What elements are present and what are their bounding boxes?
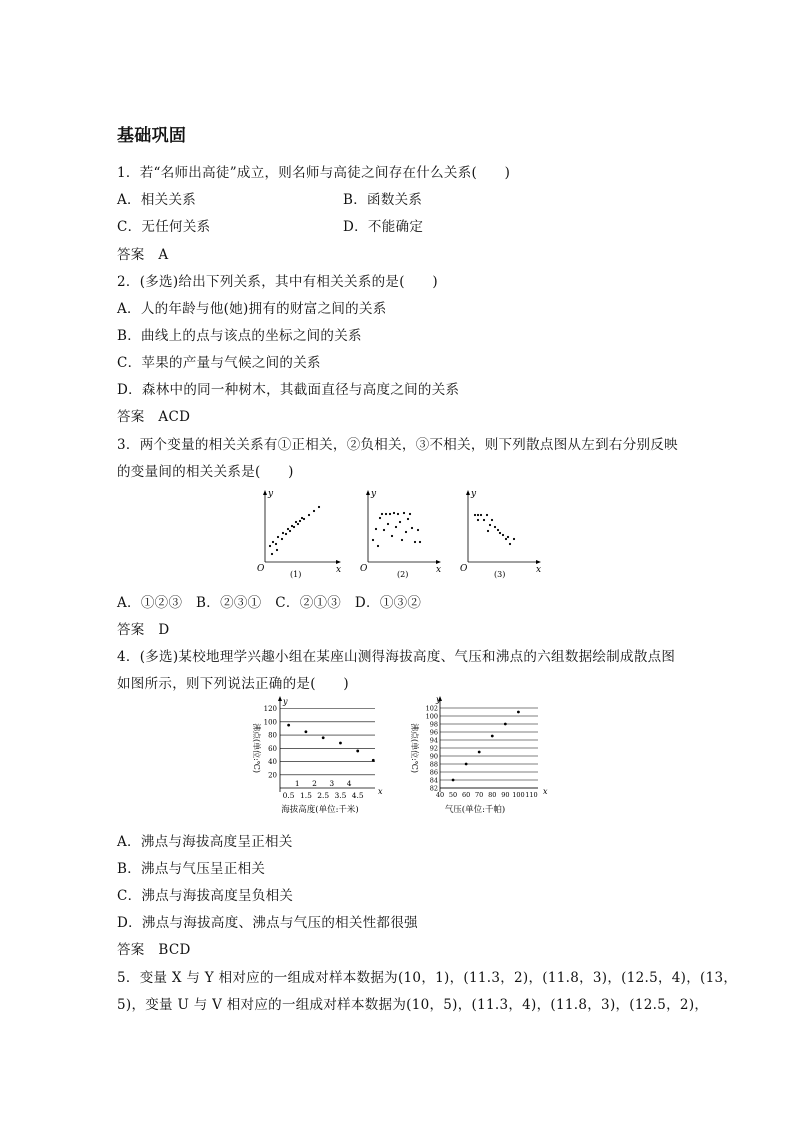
q5-line1: 5．变量 X 与 Y 相对应的一组成对样本数据为(10，1)，(11.3，2)，(11.8，3)，(12.5，4)，(13，	[117, 970, 738, 986]
chart1-x-tick: 3.5	[334, 791, 347, 800]
chart1-x-upper-tick: 2	[312, 779, 317, 788]
plot2-dot	[401, 539, 403, 541]
chart2-x-tick: 40	[435, 791, 445, 799]
plot2-dot	[395, 526, 397, 528]
chart2-x-tick: 110	[525, 791, 538, 799]
q4-option-a: A．沸点与海拔高度呈正相关	[117, 834, 293, 850]
plot2-y-label: y	[371, 489, 377, 499]
q1-answer: 答案 A	[117, 247, 169, 263]
plot1-dot	[291, 525, 293, 527]
chart1-y-tick: 40	[268, 758, 277, 767]
altitude-boiling-chart	[240, 696, 385, 818]
chart1-point	[322, 736, 325, 739]
q1-option-b: B．函数关系	[343, 192, 423, 208]
q3-stem-line1: 3．两个变量的相关关系有①正相关，②负相关，③不相关，则下列散点图从左到右分别反映	[117, 437, 678, 453]
plot1-dot	[301, 517, 303, 519]
plot2-dot	[387, 523, 389, 525]
chart1-y-axis-letter: y	[283, 697, 288, 706]
plot3-dot	[494, 526, 496, 528]
q2-option-d: D．森林中的同一种树木，其截面直径与高度之间的关系	[117, 382, 460, 398]
plot1-dot	[313, 510, 315, 512]
plot3-dot	[486, 514, 488, 516]
plot1-dot	[287, 528, 289, 530]
chart1-y-axis-label: 沸点(单位:℃)	[252, 723, 261, 773]
chart2-x-tick: 70	[475, 791, 484, 799]
chart1-y-tick: 80	[268, 731, 277, 740]
plot3-dot	[502, 534, 504, 536]
plot2-dot	[403, 512, 405, 514]
plot1-dot	[318, 506, 320, 508]
plot3-dot	[474, 514, 476, 516]
plot2-dot	[405, 531, 407, 533]
chart1-x-upper-tick: 3	[329, 779, 335, 788]
plot1-dot	[293, 526, 295, 528]
chart1-y-tick: 20	[268, 771, 277, 780]
plot3-dot	[489, 524, 491, 526]
chart2-x-tick: 100	[512, 791, 525, 799]
plot1-y-label: y	[268, 489, 274, 499]
scatter-plot-2	[360, 489, 441, 579]
chart2-x-tick: 50	[448, 791, 458, 799]
plot1-dot	[275, 543, 277, 545]
q2-option-c: C．苹果的产量与气候之间的关系	[117, 355, 321, 371]
chart1-y-tick: 120	[263, 705, 277, 714]
chart2-y-tick: 102	[425, 704, 438, 713]
section-title: 基础巩固	[117, 126, 187, 146]
plot1-dot	[285, 533, 287, 535]
q4-option-d: D．沸点与海拔高度、沸点与气压的相关性都很强	[117, 915, 418, 931]
chart1-x-tick: 1.5	[299, 791, 312, 800]
plot2-dot	[419, 541, 421, 543]
plot1-dot	[289, 530, 291, 532]
plot3-dot	[477, 514, 479, 516]
chart2-x-axis-letter: x	[543, 787, 548, 796]
q1-option-a: A．相关关系	[117, 192, 197, 208]
q4-option-b: B．沸点与气压呈正相关	[117, 861, 266, 877]
plot2-caption: (2)	[397, 570, 409, 579]
plot2-dot	[409, 513, 411, 515]
plot1-x-label: x	[336, 565, 342, 575]
chart2-y-axis-label: 沸点(单位:℃)	[410, 723, 419, 773]
chart1-x-axis-label: 海拔高度(单位:千米)	[281, 805, 359, 815]
chart1-y-tick: 60	[268, 744, 277, 753]
plot3-x-label: x	[536, 565, 542, 575]
chart2-y-tick: 84	[429, 776, 438, 785]
chart2-point	[465, 763, 468, 766]
chart2-y-tick: 92	[429, 744, 438, 753]
q2-stem: 2．(多选)给出下列关系，其中有相关关系的是( )	[117, 274, 438, 290]
plot1-dot	[299, 520, 301, 522]
q3-answer: 答案 D	[117, 622, 170, 638]
chart1-x-tick: 4.5	[351, 791, 364, 800]
plot1-dot	[281, 538, 283, 540]
q4-stem-line1: 4．(多选)某校地理学兴趣小组在某座山测得海拔高度、气压和沸点的六组数据绘制成散点图	[117, 649, 676, 665]
chart1-x-tick: 0.5	[282, 791, 295, 800]
chart1-point	[305, 730, 308, 733]
chart2-y-tick: 86	[429, 768, 438, 777]
plot3-dot	[513, 538, 515, 540]
plot2-dot	[385, 513, 387, 515]
plot3-origin-label: O	[460, 564, 468, 574]
plot1-dot	[295, 521, 297, 523]
plot2-dot	[399, 521, 401, 523]
plot3-dot	[477, 519, 479, 521]
q4-answer: 答案 BCD	[117, 942, 191, 958]
chart1-y-tick: 100	[263, 718, 277, 727]
q3-scatter-figures	[252, 484, 547, 582]
plot1-dot	[297, 523, 299, 525]
chart2-point	[452, 779, 455, 782]
chart2-x-tick: 60	[461, 791, 471, 799]
plot1-dot	[271, 553, 273, 555]
chart1-point	[372, 759, 375, 762]
plot3-y-label: y	[471, 489, 477, 499]
plot1-dot	[308, 514, 310, 516]
chart2-x-tick: 80	[488, 791, 497, 799]
q2-option-a: A．人的年龄与他(她)拥有的财富之间的关系	[117, 301, 387, 317]
plot1-dot	[272, 541, 274, 543]
q5-line2: 5)，变量 U 与 V 相对应的一组成对样本数据为(10，5)，(11.3，4)，(11.8，3)，(12.5，2)，	[117, 997, 709, 1013]
q1-option-d: D．不能确定	[343, 219, 424, 235]
chart2-point	[504, 723, 507, 726]
plot2-dot	[407, 518, 409, 520]
chart2-x-axis-label: 气压(单位:千帕)	[444, 805, 506, 815]
plot1-dot	[269, 545, 271, 547]
plot1-dot	[277, 536, 279, 538]
chart1-point	[339, 742, 342, 745]
chart1-x-tick: 2.5	[317, 791, 330, 800]
q3-options: A．①②③ B．②③① C．②①③ D．①③②	[117, 595, 422, 611]
plot1-caption: (1)	[290, 570, 302, 579]
plot3-dot	[507, 536, 509, 538]
plot3-dot	[491, 519, 493, 521]
q4-option-c: C．沸点与海拔高度呈负相关	[117, 888, 294, 904]
chart1-x-upper-tick: 1	[294, 779, 300, 788]
plot2-dot	[393, 512, 395, 514]
chart2-y-tick: 96	[429, 728, 438, 737]
plot2-dot	[411, 527, 413, 529]
plot2-dot	[372, 539, 374, 541]
plot2-dot	[389, 513, 391, 515]
plot2-dot	[414, 541, 416, 543]
plot1-dot	[282, 532, 284, 534]
plot3-caption: (3)	[494, 570, 506, 579]
chart2-point	[478, 751, 481, 754]
chart2-y-tick: 90	[429, 752, 438, 761]
q2-answer: 答案 ACD	[117, 409, 191, 425]
scatter-plot-1	[257, 489, 341, 579]
plot3-dot	[509, 543, 511, 545]
plot1-dot	[303, 518, 305, 520]
chart2-x-tick: 90	[501, 791, 510, 799]
chart1-x-axis-letter: x	[378, 787, 383, 796]
plot2-dot	[417, 529, 419, 531]
chart2-point	[517, 711, 520, 714]
q1-option-c: C．无任何关系	[117, 219, 211, 235]
q4-stem-line2: 如图所示，则下列说法正确的是( )	[117, 676, 349, 692]
q3-stem-line2: 的变量间的相关关系是( )	[117, 464, 294, 480]
plot3-dot	[483, 519, 485, 521]
plot3-dot	[505, 538, 507, 540]
q2-option-b: B．曲线上的点与该点的坐标之间的关系	[117, 328, 362, 344]
plot1-origin-label: O	[257, 564, 265, 574]
plot3-dot	[497, 529, 499, 531]
chart2-y-tick: 100	[425, 712, 438, 721]
q1-stem: 1．若“名师出高徒”成立，则名师与高徒之间存在什么关系( )	[117, 165, 511, 181]
scatter-plot-3	[460, 489, 541, 579]
plot3-dot	[499, 532, 501, 534]
chart2-y-axis-letter: y	[436, 696, 441, 704]
plot2-dot	[383, 529, 385, 531]
plot2-dot	[379, 517, 381, 519]
plot2-dot	[397, 513, 399, 515]
chart2-y-tick: 98	[429, 720, 438, 729]
plot2-dot	[375, 528, 377, 530]
plot2-origin-label: O	[360, 564, 368, 574]
chart1-point	[356, 750, 359, 753]
plot3-dot	[487, 530, 489, 532]
plot2-dot	[381, 513, 383, 515]
chart2-point	[491, 735, 494, 738]
plot1-dot	[276, 549, 278, 551]
chart1-point	[287, 724, 290, 727]
plot2-dot	[377, 545, 379, 547]
chart2-y-tick: 94	[429, 736, 438, 745]
plot2-dot	[391, 535, 393, 537]
plot3-dot	[480, 514, 482, 516]
chart1-x-upper-tick: 4	[346, 779, 352, 788]
plot2-x-label: x	[436, 565, 442, 575]
pressure-boiling-chart	[405, 696, 550, 818]
chart2-y-tick: 82	[429, 784, 438, 793]
chart2-y-tick: 88	[429, 760, 438, 769]
